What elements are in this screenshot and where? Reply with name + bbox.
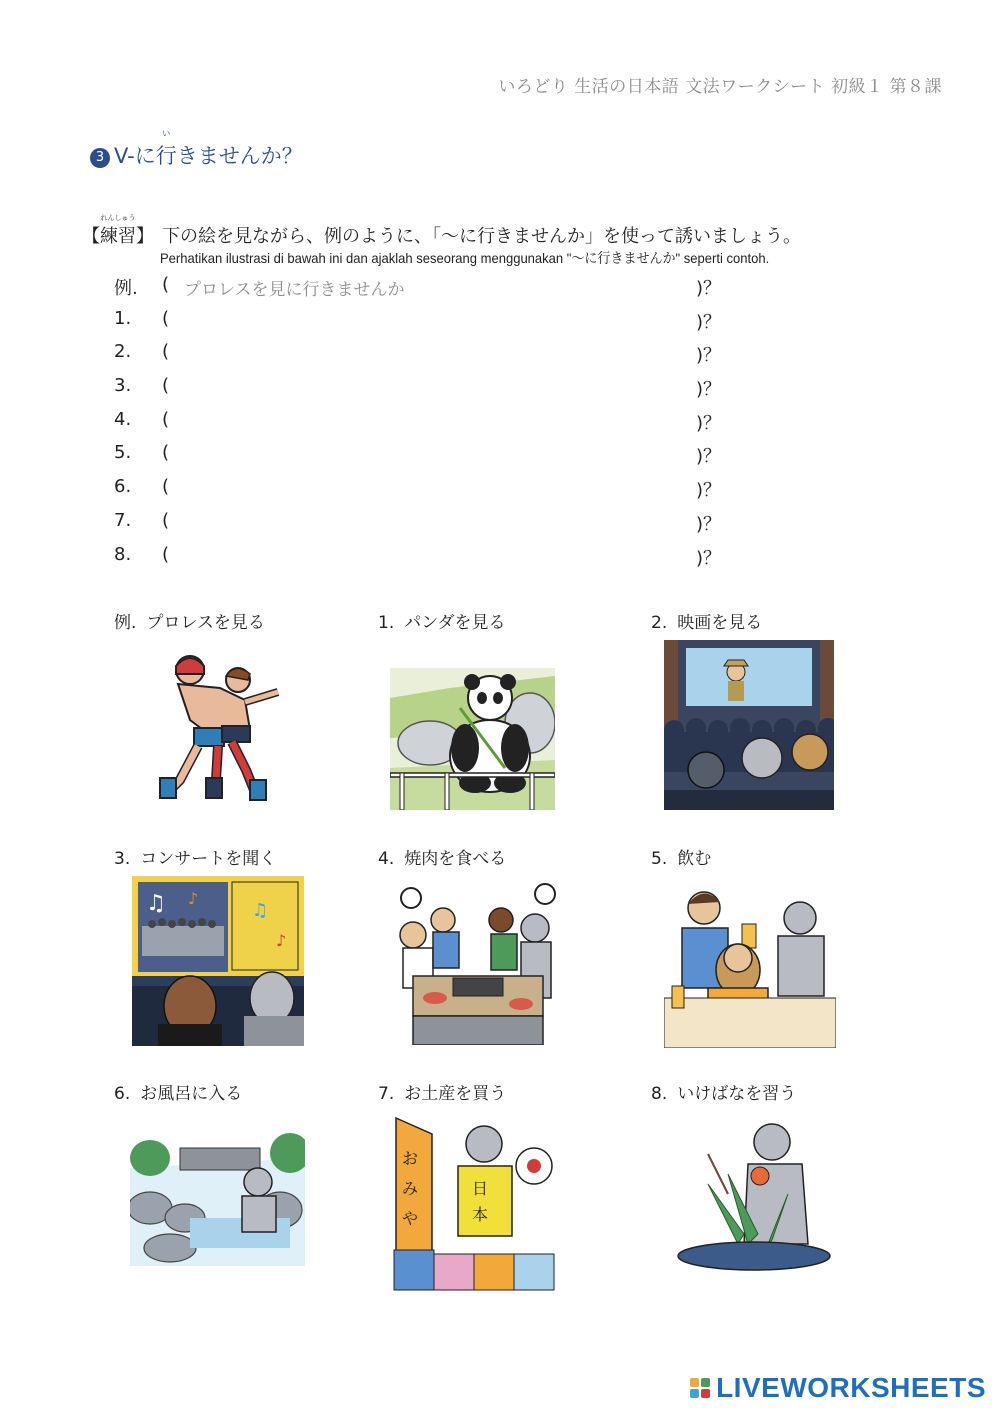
picture-yakiniku [393, 880, 560, 1045]
picture-label: いけばなを習う [677, 1084, 797, 1104]
picture-label: プロレスを見る [146, 613, 265, 633]
open-paren: ( [162, 442, 170, 464]
picture-label: パンダを見る [404, 613, 506, 633]
close-paren: )？ [696, 311, 722, 333]
open-paren: ( [162, 509, 170, 531]
answer-number: 6. [114, 476, 132, 498]
svg-text:や: や [402, 1209, 419, 1228]
answer-row [114, 508, 734, 542]
picture-caption [114, 844, 276, 869]
svg-text:♪: ♪ [276, 931, 287, 950]
open-paren: ( [162, 476, 170, 498]
instruction-text-id: Perhatikan ilustrasi di bawah ini dan ajaklah seseorang menggunakan "～に行きませんか" seperti contoh. [160, 250, 770, 266]
practice-instruction [82, 214, 801, 248]
picture-drinking [664, 878, 836, 1048]
answer-row [114, 373, 734, 407]
picture-label: コンサートを聞く [140, 849, 277, 869]
practice-tag: れんしゅう 【練習】 [82, 214, 154, 247]
answer-field-7[interactable] [182, 508, 687, 536]
picture-number: 8. [651, 1084, 668, 1104]
picture-caption [114, 1079, 242, 1104]
answer-row [114, 440, 734, 474]
answer-number: 2. [114, 341, 132, 363]
close-paren: )？ [696, 412, 722, 434]
answer-field-6[interactable] [182, 474, 687, 502]
close-paren: )？ [696, 446, 722, 468]
answer-number: 8. [114, 543, 132, 565]
picture-souvenir [392, 1114, 557, 1294]
svg-text:♪: ♪ [188, 889, 199, 908]
section-title-ruby: い [162, 129, 171, 138]
svg-text:み: み [402, 1179, 419, 1198]
section-title-prefix: V-に [114, 144, 156, 168]
open-paren: ( [162, 408, 170, 430]
picture-label: お風呂に入る [140, 1084, 243, 1104]
answer-field-5[interactable] [182, 440, 687, 468]
svg-text:お: お [402, 1149, 419, 1168]
open-paren: ( [162, 274, 170, 295]
answer-row [114, 339, 734, 373]
picture-ikebana [668, 1114, 840, 1282]
picture-pro-wrestling [150, 640, 295, 805]
picture-caption [378, 1079, 506, 1104]
svg-text:♫: ♫ [252, 900, 269, 921]
picture-number: 7. [378, 1084, 395, 1104]
answer-number: 3. [114, 375, 132, 397]
picture-movie-theater [664, 640, 834, 810]
svg-text:♫: ♫ [146, 891, 166, 916]
picture-caption [378, 844, 506, 869]
open-paren: ( [162, 307, 170, 329]
section-title [90, 129, 303, 170]
picture-caption [651, 608, 762, 633]
picture-number: 1. [378, 613, 395, 633]
answer-row [114, 306, 734, 340]
picture-label: 飲む [677, 849, 712, 869]
answer-number: 例. [114, 278, 138, 299]
close-paren: )？ [696, 480, 722, 502]
answer-field-2[interactable] [182, 339, 687, 367]
picture-caption [114, 608, 265, 633]
open-paren: ( [162, 543, 170, 565]
answer-list [114, 272, 734, 575]
picture-number: 3. [114, 849, 131, 869]
picture-number: 2. [651, 613, 668, 633]
close-paren: )？ [696, 547, 722, 569]
picture-number: 6. [114, 1084, 131, 1104]
open-paren: ( [162, 375, 170, 397]
picture-concert [132, 876, 304, 1046]
answer-number: 5. [114, 442, 132, 464]
answer-row [114, 542, 734, 576]
open-paren: ( [162, 341, 170, 363]
picture-hot-spring [130, 1118, 305, 1290]
section-number-badge: 3 [90, 148, 110, 168]
answer-field-8[interactable] [182, 542, 687, 570]
instruction-text-jp: 下の絵を見ながら、例のように、「～に行きませんか」を使って誘いましょう。 [162, 226, 801, 247]
liveworksheets-logo [690, 1372, 986, 1404]
example-answer-text: プロレスを見に行きませんか [184, 280, 405, 300]
section-title-suffix: きませんか？ [176, 144, 303, 168]
picture-number: 5. [651, 849, 668, 869]
answer-number: 1. [114, 307, 132, 329]
picture-caption [378, 608, 506, 633]
answer-row-example [114, 272, 734, 306]
answer-field-1[interactable] [182, 306, 687, 334]
picture-label: 焼肉を食べる [404, 849, 507, 869]
picture-number: 例. [114, 613, 137, 633]
picture-panda [390, 668, 555, 810]
worksheet-header: いろどり 生活の日本語 文法ワークシート 初級１ 第８課 [498, 77, 942, 97]
close-paren: )？ [696, 345, 722, 367]
answer-field-4[interactable] [182, 407, 687, 435]
picture-label: お土産を買う [404, 1084, 507, 1104]
close-paren: )？ [696, 379, 722, 401]
svg-text:日: 日 [472, 1179, 489, 1198]
svg-text:本: 本 [472, 1205, 489, 1224]
picture-caption [651, 1079, 796, 1104]
answer-number: 7. [114, 509, 132, 531]
picture-caption [651, 844, 711, 869]
liveworksheets-logo-text: LIVEWORKSHEETS [716, 1372, 986, 1403]
close-paren: )？ [696, 278, 722, 299]
answer-number: 4. [114, 408, 132, 430]
picture-number: 4. [378, 849, 395, 869]
answer-row [114, 474, 734, 508]
section-title-kanji: い 行 [155, 129, 177, 168]
picture-label: 映画を見る [677, 613, 763, 633]
answer-row [114, 407, 734, 441]
liveworksheets-logo-icon [690, 1378, 710, 1398]
close-paren: )？ [696, 513, 722, 535]
answer-field-3[interactable] [182, 373, 687, 401]
